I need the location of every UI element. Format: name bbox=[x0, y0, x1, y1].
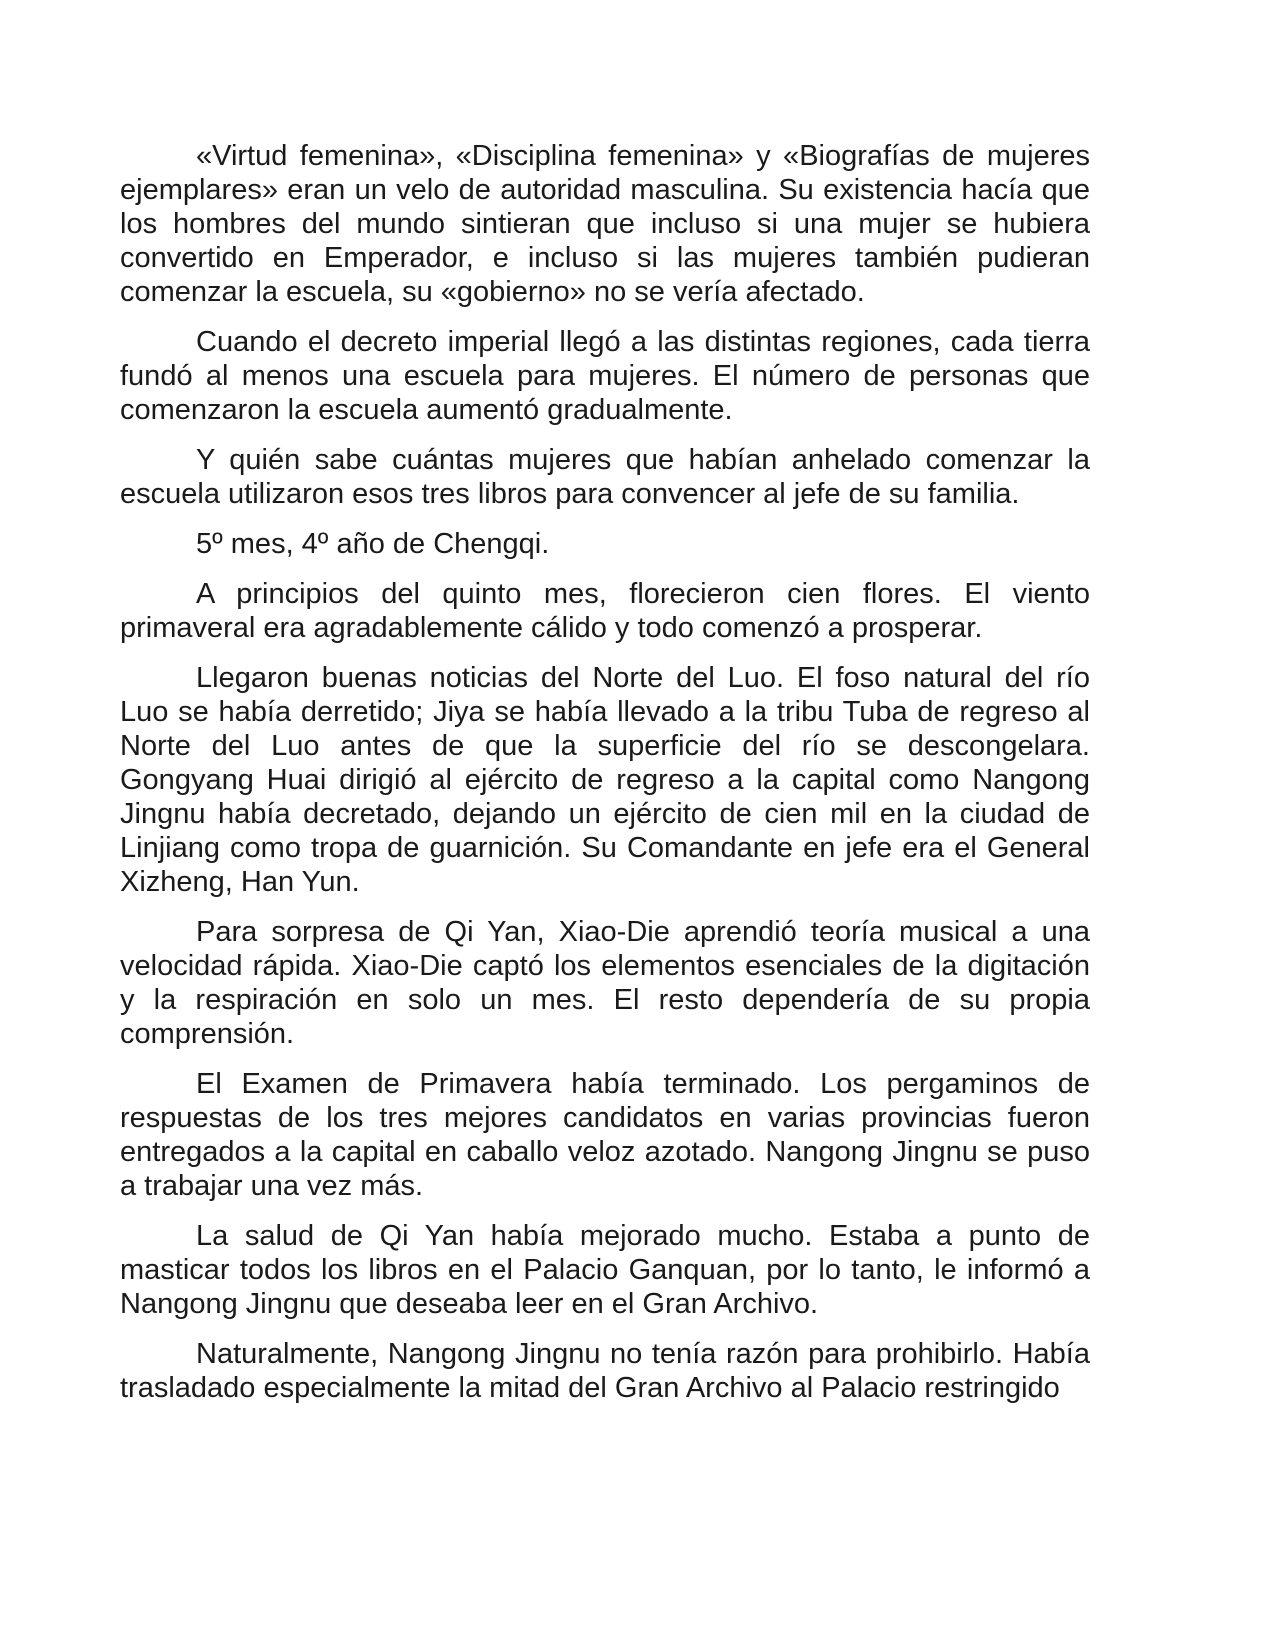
paragraph: Cuando el decreto imperial llegó a las distintas regiones, cada tierra fundó al menos una escuela para mujeres. El número de personas que comenzaron la escuela aumentó gradualmente. bbox=[120, 326, 1090, 426]
paragraph: El Examen de Primavera había terminado. Los pergaminos de respuestas de los tres mejores candidatos en varias provincias fueron entregados a la capital en caballo veloz azotado. Nangong Jingnu se puso a trabajar una vez más. bbox=[120, 1068, 1090, 1202]
paragraph: «Virtud femenina», «Disciplina femenina» y «Biografías de mujeres ejemplares» eran un velo de autoridad masculina. Su existencia hacía que los hombres del mundo sintieran que incluso si una mujer se hubiera convertido en Emperador, e incluso si las mujeres también pudieran comenzar la escuela, su «gobierno» no se vería afectado. bbox=[120, 140, 1090, 308]
paragraph: Llegaron buenas noticias del Norte del Luo. El foso natural del río Luo se había derretido; Jiya se había llevado a la tribu Tuba de regreso al Norte del Luo antes de que la superficie del río se descongelara. Gongyang Huai dirigió al ejército de regreso a la capital como Nangong Jingnu había decretado, dejando un ejército de cien mil en la ciudad de Linjiang como tropa de guarnición. Su Comandante en jefe era el General Xizheng, Han Yun. bbox=[120, 662, 1090, 898]
paragraph: Y quién sabe cuántas mujeres que habían anhelado comenzar la escuela utilizaron esos tres libros para convencer al jefe de su familia. bbox=[120, 444, 1090, 510]
paragraph: Para sorpresa de Qi Yan, Xiao-Die aprendió teoría musical a una velocidad rápida. Xiao-Die captó los elementos esenciales de la digitación y la respiración en solo un mes. El resto dependería de su propia comprensión. bbox=[120, 916, 1090, 1050]
paragraph: A principios del quinto mes, florecieron cien flores. El viento primaveral era agradablemente cálido y todo comenzó a prosperar. bbox=[120, 578, 1090, 644]
paragraph: 5º mes, 4º año de Chengqi. bbox=[196, 528, 550, 560]
body-text bbox=[120, 139, 1090, 1421]
paragraph: Naturalmente, Nangong Jingnu no tenía razón para prohibirlo. Había trasladado especialmente la mitad del Gran Archivo al Palacio restringido bbox=[120, 1338, 1090, 1404]
paragraph: La salud de Qi Yan había mejorado mucho. Estaba a punto de masticar todos los libros en el Palacio Ganquan, por lo tanto, le informó a Nangong Jingnu que deseaba leer en el Gran Archivo. bbox=[120, 1220, 1090, 1320]
